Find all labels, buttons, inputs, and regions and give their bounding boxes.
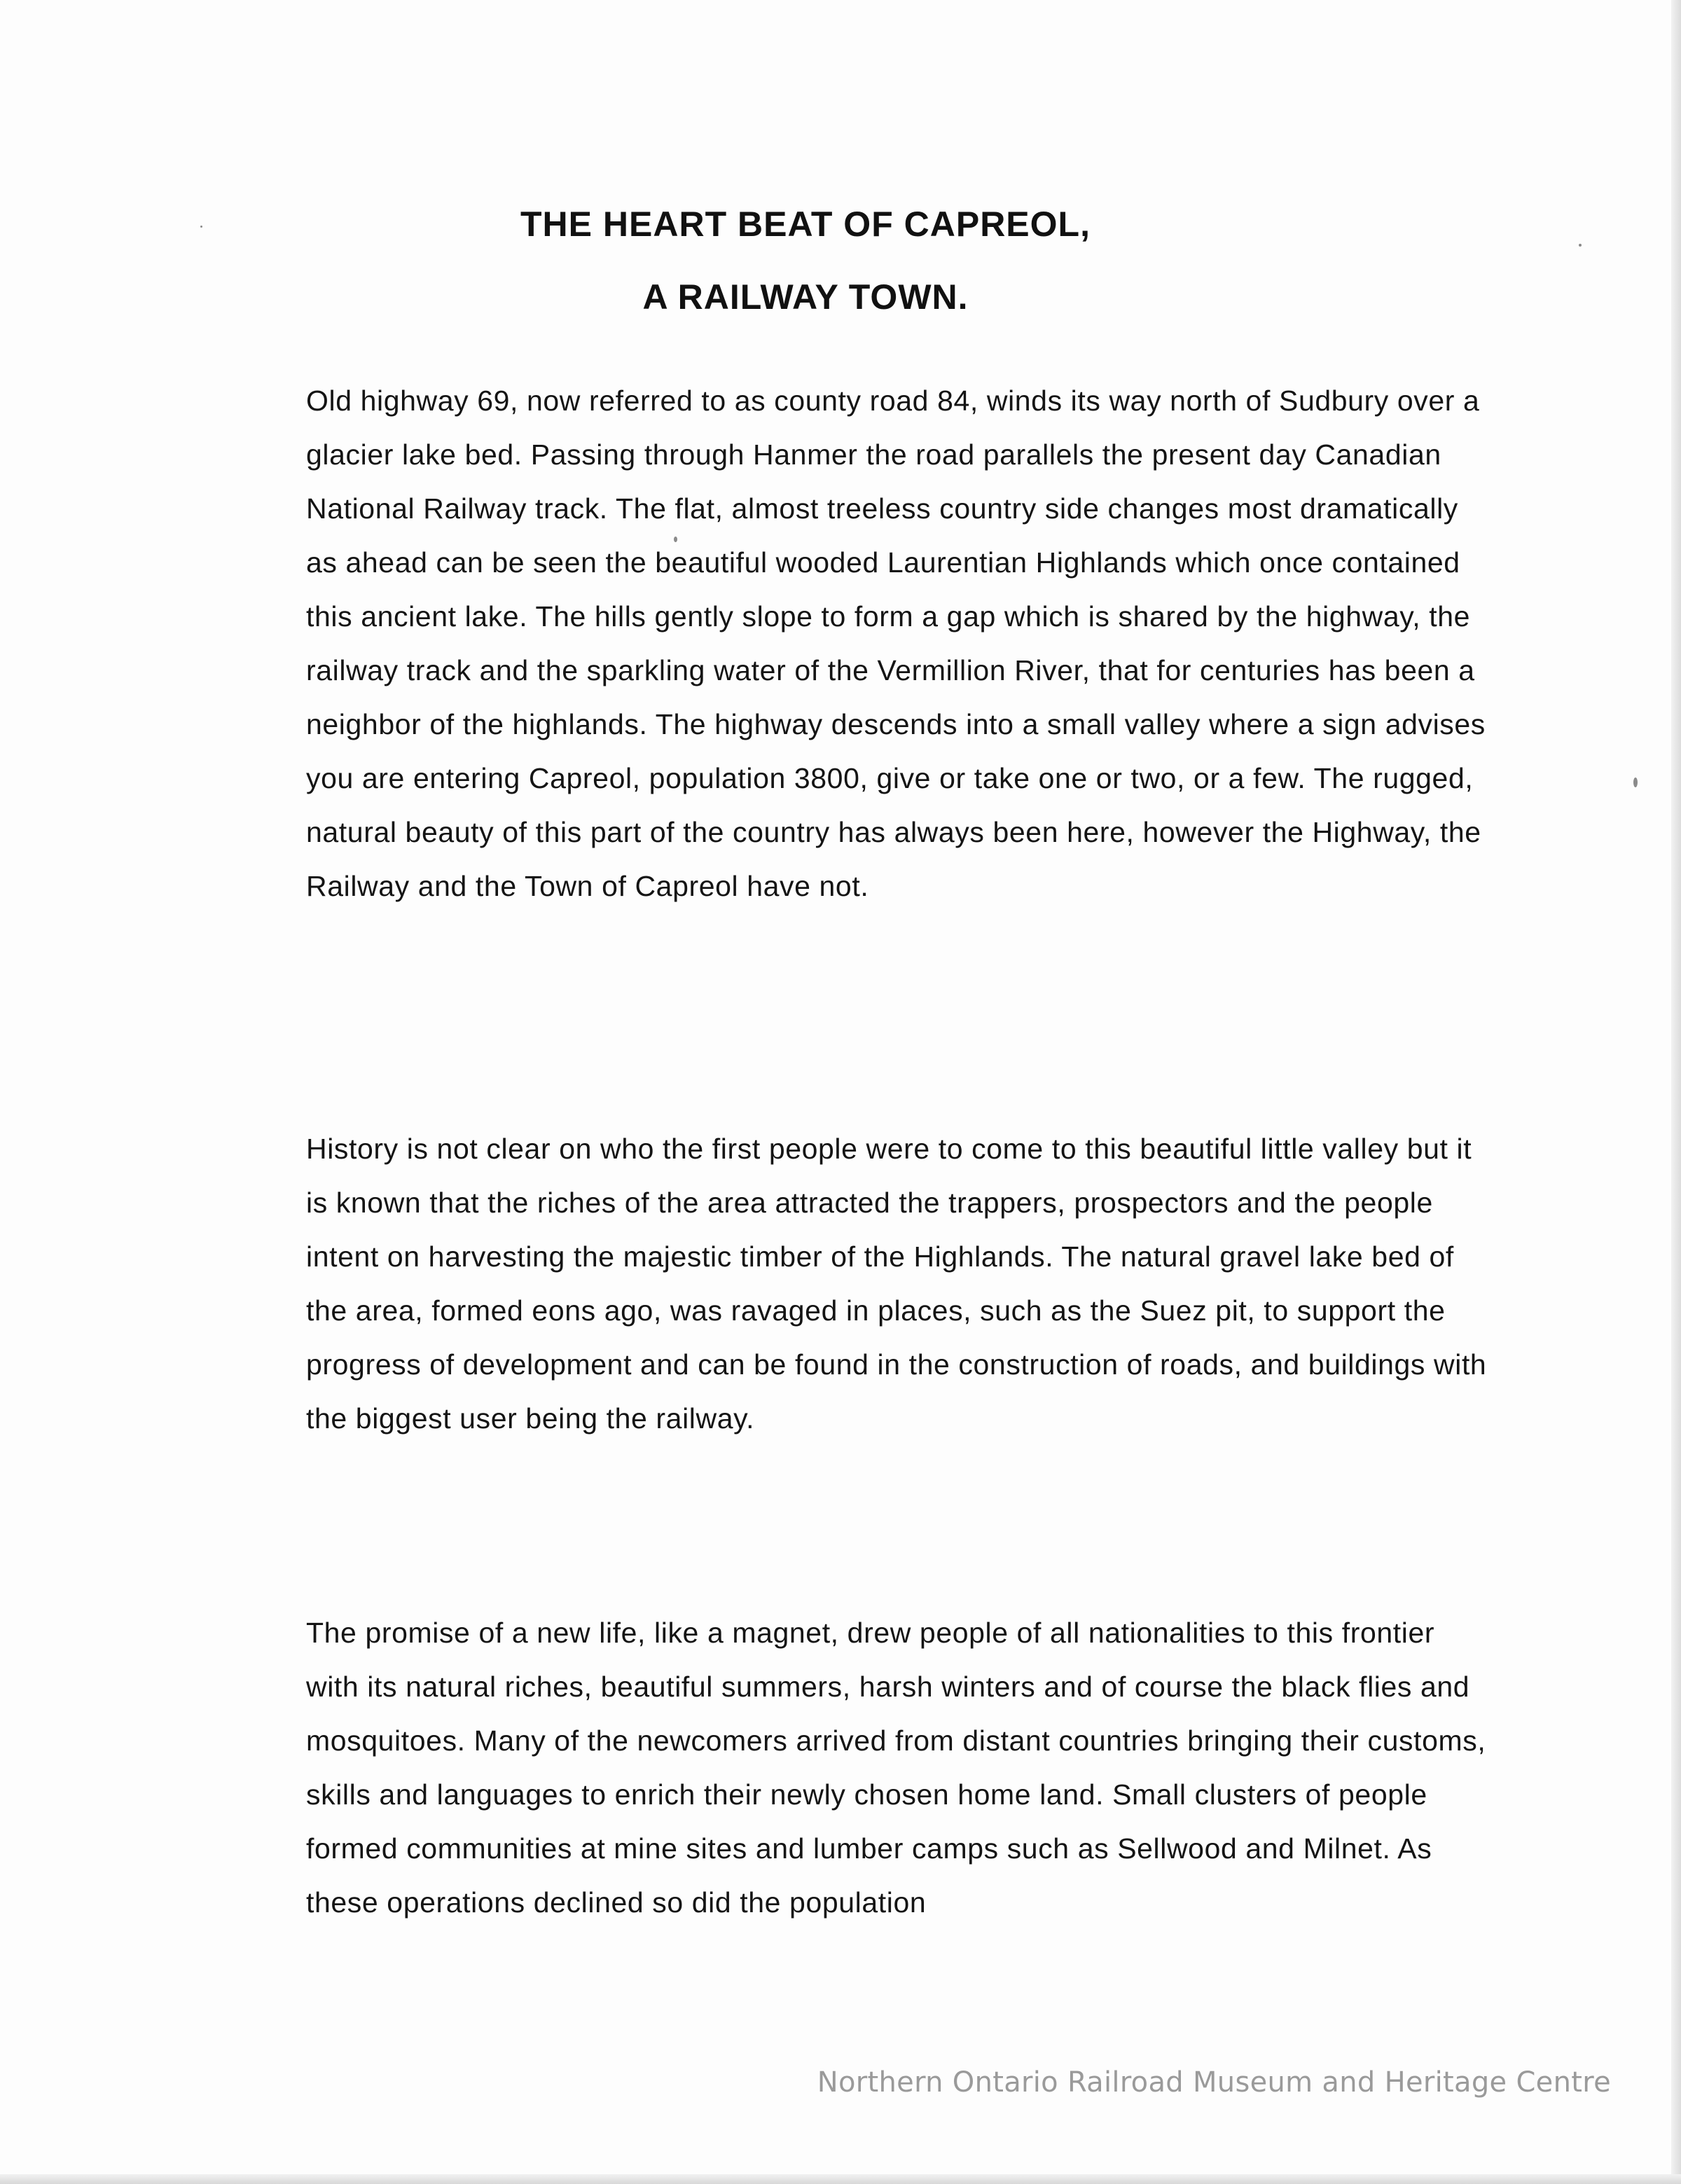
title-line-1: THE HEART BEAT OF CAPREOL, <box>520 205 1091 244</box>
museum-watermark: Northern Ontario Railroad Museum and Heritage Centre <box>817 2066 1611 2099</box>
document-title <box>0 188 1611 333</box>
scan-speck <box>1633 777 1638 787</box>
paragraph-2: History is not clear on who the first people were to come to this beautiful little valley but it is known that the riches of the area attracted the trappers, prospectors and the people intent on harvesting the majestic timber of the Highlands. The natural gravel lake bed of the area, formed eons ago, was ravaged in places, such as the Suez pit, to support the progress of development and can be found in the construction of roads, and buildings with the biggest user being the railway. <box>306 1133 1487 1435</box>
scan-speck <box>674 537 677 542</box>
page-right-edge <box>1671 0 1681 2184</box>
paragraph-3: The promise of a new life, like a magnet, drew people of all nationalities to this frontier with its natural riches, beautiful summers, harsh winters and of course the black flies and mosquitoes. Many of the newcomers arrived from distant countries bringing their customs, skills and languages to enrich their newly chosen home land. Small clusters of people formed communities at mine sites and lumber camps such as Sellwood and Milnet. As these operations declined so did the population <box>306 1617 1486 1919</box>
page-bottom-edge <box>0 2174 1681 2184</box>
title-line-2: A RAILWAY TOWN. <box>642 277 969 317</box>
paragraph-1: Old highway 69, now referred to as county road 84, winds its way north of Sudbury over a glacier lake bed. Passing through Hanmer the road parallels the present day Canadian National Railway track. The flat, almost treeless country side changes most dramatically as ahead can be seen the beautiful wooded Laurentian Highlands which once contained this ancient lake. The hills gently slope to form a gap which is shared by the highway, the railway track and the sparkling water of the Vermillion River, that for centuries has been a neighbor of the highlands. The highway descends into a small valley where a sign advises you are entering Capreol, population 3800, give or take one or two, or a few. The rugged, natural beauty of this part of the country has always been here, however the Highway, the Railway and the Town of Capreol have not. <box>306 385 1486 902</box>
scan-speck <box>200 226 202 228</box>
scan-speck <box>1579 244 1582 247</box>
